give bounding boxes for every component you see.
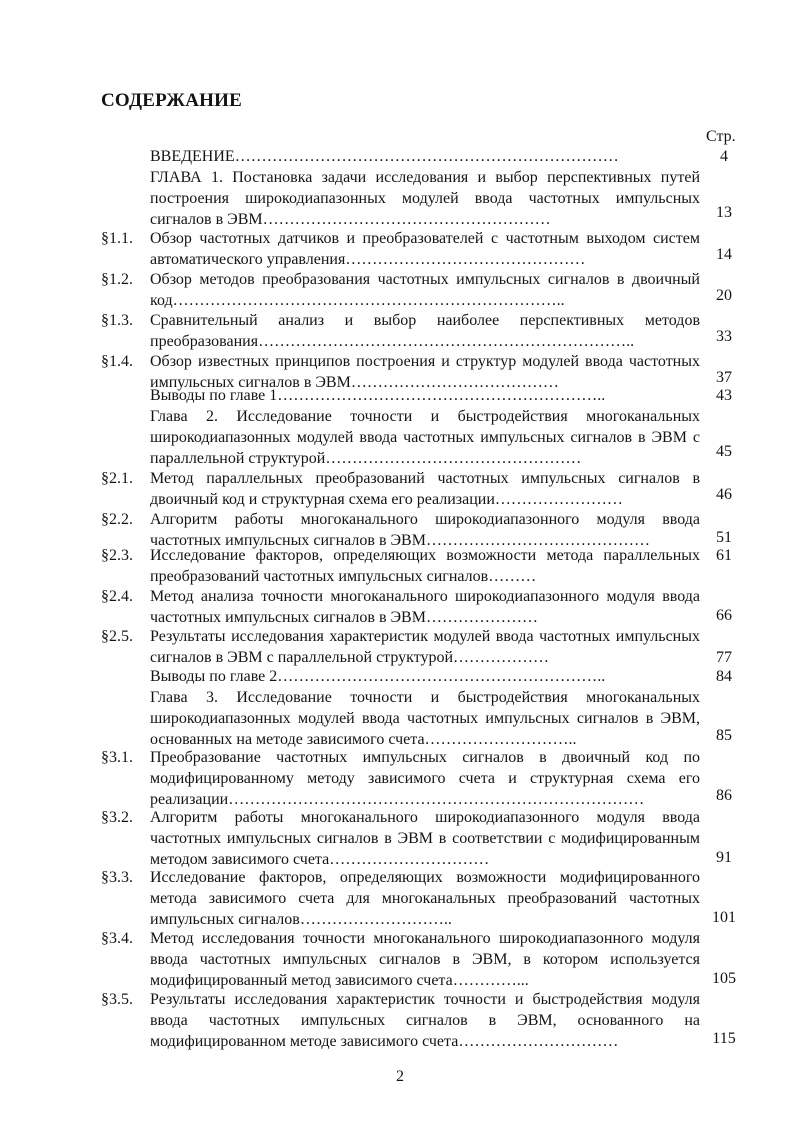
toc-entry-number: §2.1. (101, 470, 133, 487)
toc-entry-page: 37 (716, 369, 732, 386)
toc-entry-text: Алгоритм работы многоканального широкодиапазонного модуля ввода частотных импульсных сигналов в ЭВМ в соответствии с модифицированным методом зависимого счета………………………… (150, 809, 700, 868)
toc-entry-page: 101 (712, 909, 736, 926)
toc-entry-page: 91 (716, 849, 732, 866)
page-title: СОДЕРЖАНИЕ (101, 90, 242, 111)
page-column-header: Стр. (706, 128, 736, 145)
toc-entry-number: §3.1. (101, 749, 133, 766)
toc-entry-page: 46 (716, 486, 732, 503)
toc-entry-number: §3.2. (101, 809, 133, 826)
toc-entry-page: 4 (720, 148, 728, 165)
toc-entry-text: Алгоритм работы многоканального широкодиапазонного модуля ввода частотных импульсных сигналов в ЭВМ…………………………………… (150, 511, 700, 549)
toc-entry-page: 13 (716, 204, 732, 221)
toc-entry-text: Метод параллельных преобразований частотных импульсных сигналов в двоичный код и структурная схема его реализации…………………… (150, 470, 700, 508)
toc-entry-page: 66 (716, 607, 732, 624)
toc-entry-number: §3.3. (101, 869, 133, 886)
toc-entry-text: Исследование факторов, определяющих возможности метода параллельных преобразований частотных импульсных сигналов……… (150, 547, 700, 585)
toc-entry-page: 61 (716, 547, 732, 564)
toc-entry-number: §2.3. (101, 547, 133, 564)
toc-entry-number: §3.5. (101, 991, 133, 1008)
toc-entry-text: Глава 3. Исследование точности и быстродействия многоканальных широкодиапазонных модулей ввода частотных импульсных сигналов в ЭВМ, основанных на методе зависимого счета……………………….. (150, 689, 700, 748)
toc-entry-number: §3.4. (101, 930, 133, 947)
toc-entry-text: Глава 2. Исследование точности и быстродействия многоканальных широкодиапазонных модулей ввода частотных импульсных сигналов в ЭВМ с параллельной структурой………………………………………… (150, 408, 700, 467)
toc-entry-text: Преобразование частотных импульсных сигналов в двоичный код по модифицированному методу зависимого счета и структурная схема его реализации…………………………………………………………………… (150, 749, 700, 808)
toc-entry-text: Сравнительный анализ и выбор наиболее перспективных методов преобразования…………………………………………………………….. (150, 312, 700, 350)
toc-entry-text: Метод анализа точности многоканального широкодиапазонного модуля ввода частотных импульсных сигналов в ЭВМ………………… (150, 588, 700, 626)
toc-entry-page: 20 (716, 287, 732, 304)
toc-entry-text: Метод исследования точности многоканального широкодиапазонного модуля ввода частотных импульсных сигналов в ЭВМ, в котором используется модифицированный метод зависимого счета…………... (150, 930, 700, 989)
toc-entry-text: Выводы по главе 2…………………………………………………….. (150, 668, 606, 685)
toc-entry-page: 86 (716, 787, 732, 804)
toc-entry-text: ВВЕДЕНИЕ……………………………………………………………… (150, 148, 619, 165)
toc-entry-text: Результаты исследования характеристик модулей ввода частотных импульсных сигналов в ЭВМ с параллельной структурой……………… (150, 628, 700, 666)
toc-entry-text: Обзор частотных датчиков и преобразователей с частотным выходом систем автоматического управления……………………………………… (150, 230, 700, 268)
toc-entry-text: Результаты исследования характеристик точности и быстродействия модуля ввода частотных импульсных сигналов в ЭВМ, основанного на модифицированном методе зависимого счета………………………… (150, 991, 700, 1050)
toc-entry-number: §1.3. (101, 312, 133, 329)
toc-entry-text: Обзор методов преобразования частотных импульсных сигналов в двоичный код……………………………………………………………….. (150, 271, 700, 309)
toc-entry-page: 33 (716, 328, 732, 345)
toc-entry-text: ГЛАВА 1. Постановка задачи исследования и выбор перспективных путей построения широкодиапазонных модулей ввода частотных импульсных сигналов в ЭВМ……………………………………………… (150, 169, 700, 228)
toc-entry-page: 43 (716, 387, 732, 404)
toc-entry-page: 14 (716, 246, 732, 263)
toc-entry-page: 77 (716, 649, 732, 666)
toc-entry-number: §1.1. (101, 230, 133, 247)
toc-entry-text: Обзор известных принципов построения и структур модулей ввода частотных импульсных сигналов в ЭВМ………………………………… (150, 353, 700, 391)
page-number: 2 (396, 1068, 404, 1085)
toc-entry-number: §1.4. (101, 353, 133, 370)
toc-entry-page: 105 (712, 970, 736, 987)
toc-entry-text: Исследование факторов, определяющих возможности модифицированного метода зависимого счета для многоканальных преобразований частотных импульсных сигналов……………………….. (150, 869, 700, 928)
toc-entry-number: §2.4. (101, 588, 133, 605)
toc-entry-number: §2.5. (101, 628, 133, 645)
toc-entry-page: 84 (716, 668, 732, 685)
toc-entry-text: Выводы по главе 1…………………………………………………….. (150, 387, 606, 404)
toc-entry-number: §1.2. (101, 271, 133, 288)
toc-entry-page: 51 (716, 529, 732, 546)
toc-entry-page: 115 (712, 1030, 736, 1047)
toc-entry-number: §2.2. (101, 511, 133, 528)
toc-entry-page: 85 (716, 727, 732, 744)
toc-entry-page: 45 (716, 443, 732, 460)
